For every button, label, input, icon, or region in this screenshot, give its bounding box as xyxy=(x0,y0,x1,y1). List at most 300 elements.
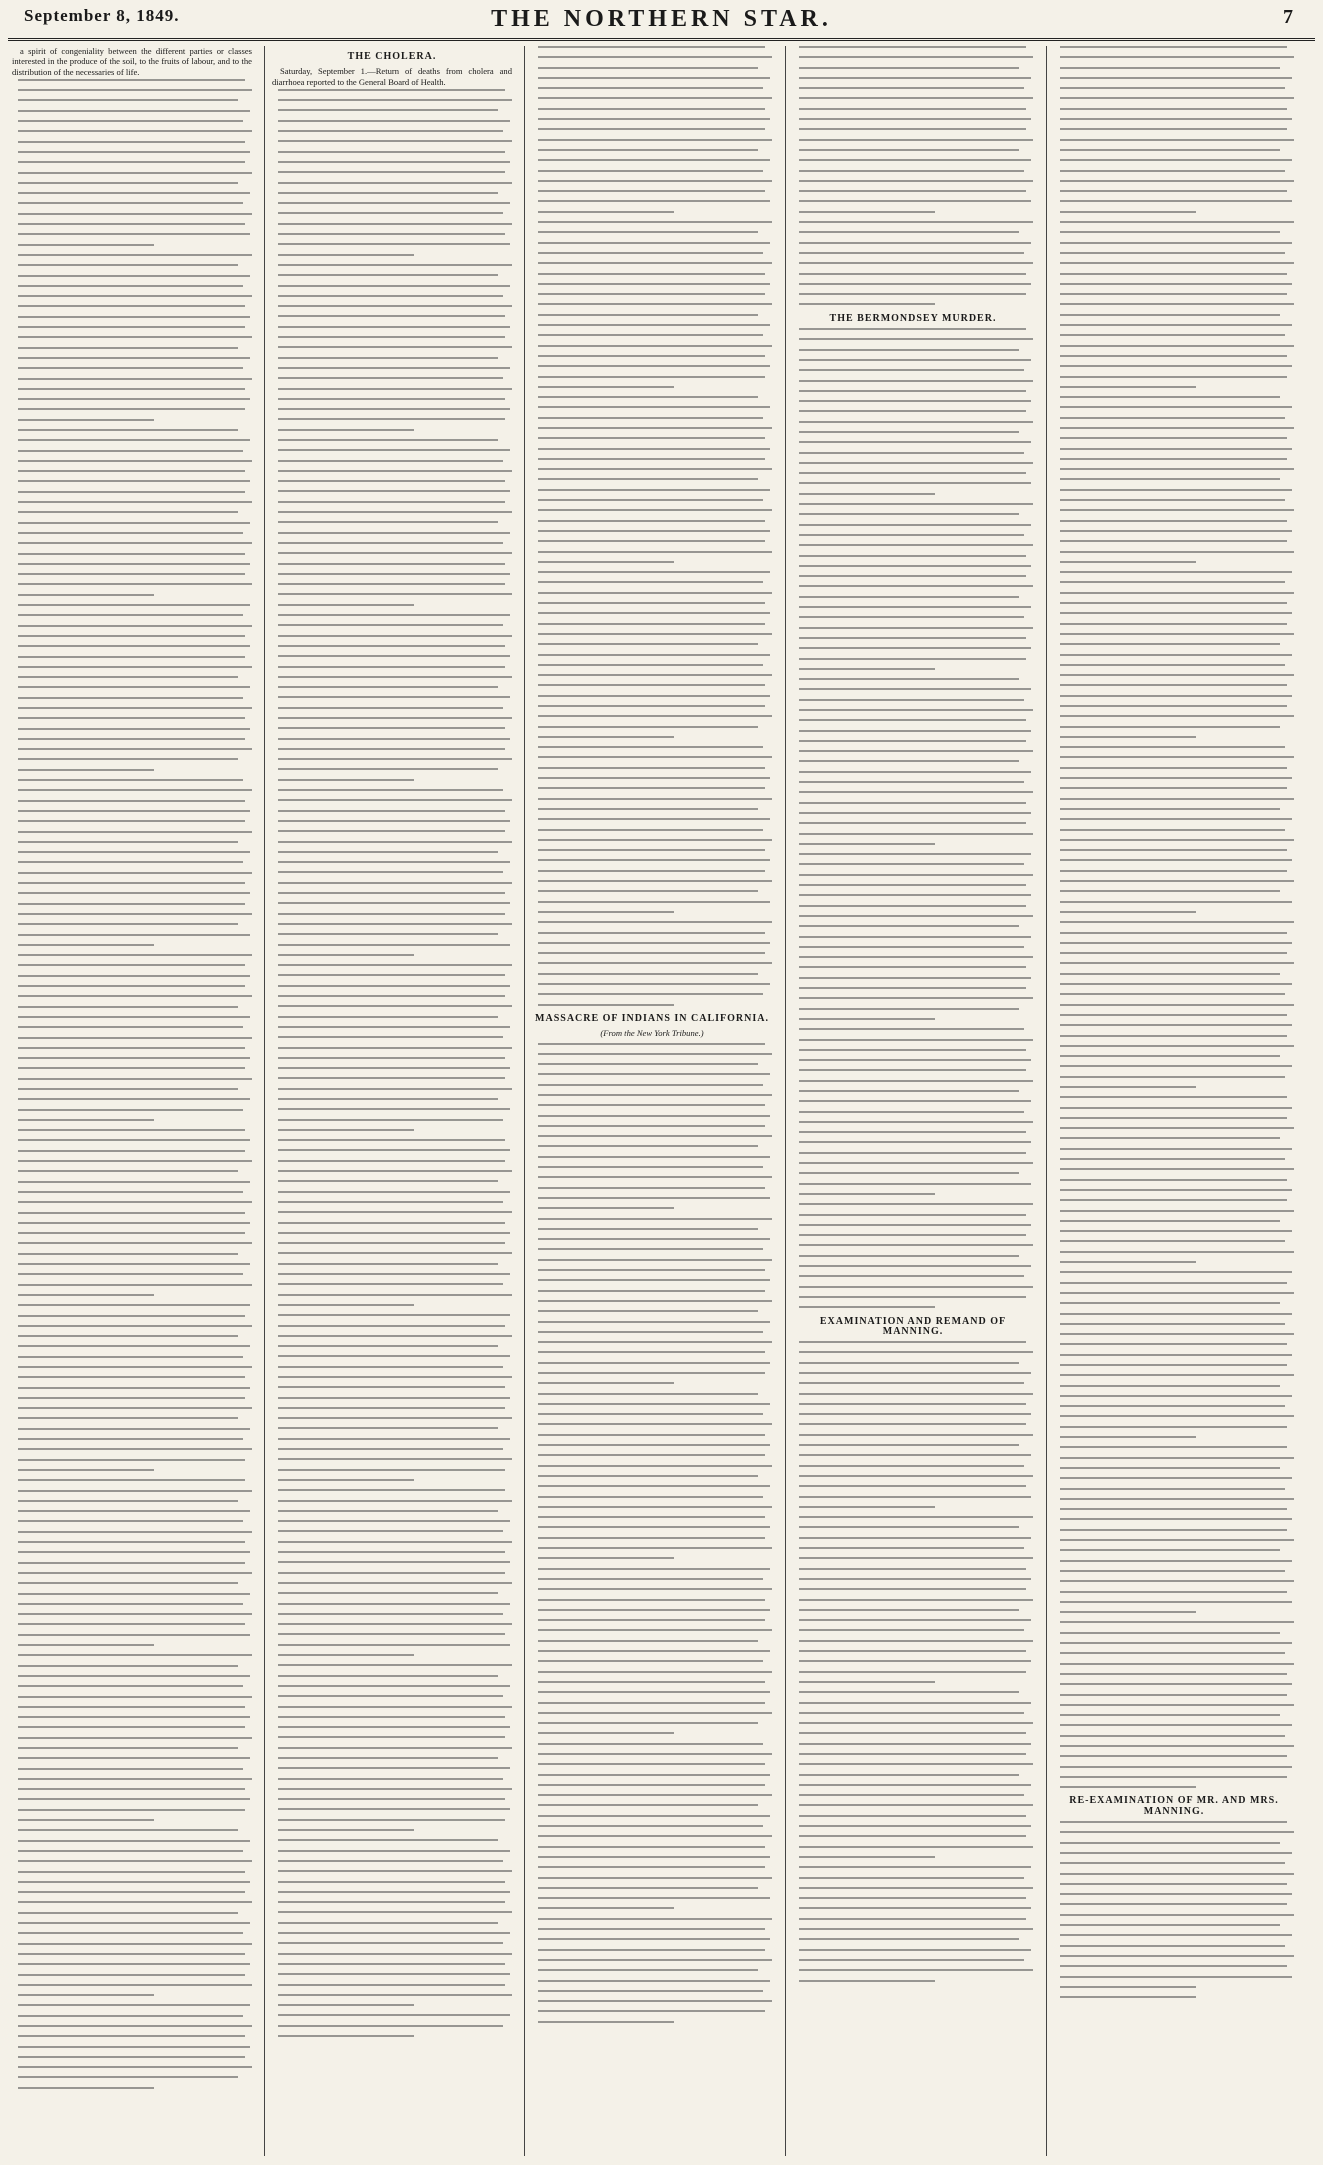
text-line xyxy=(1060,417,1285,419)
text-line xyxy=(18,1520,243,1522)
text-line xyxy=(538,273,765,275)
text-line xyxy=(18,1623,245,1625)
text-line xyxy=(538,97,772,99)
text-line xyxy=(538,1004,674,1006)
text-line xyxy=(278,1304,414,1306)
text-line xyxy=(538,1578,763,1580)
text-line xyxy=(1060,715,1294,717)
text-line xyxy=(799,1183,1031,1185)
text-line xyxy=(18,1098,250,1100)
text-line xyxy=(1060,901,1292,903)
text-line xyxy=(1060,1663,1294,1665)
text-line xyxy=(278,1994,512,1996)
text-line xyxy=(278,1417,512,1419)
text-line xyxy=(278,1386,505,1388)
text-line xyxy=(278,1695,503,1697)
text-line xyxy=(799,544,1033,546)
text-line xyxy=(278,1798,505,1800)
text-line xyxy=(799,977,1031,979)
text-line xyxy=(1060,643,1280,645)
text-line xyxy=(1060,159,1292,161)
text-line xyxy=(1060,1549,1280,1551)
text-line xyxy=(278,1530,503,1532)
text-line xyxy=(1060,1488,1285,1490)
text-line xyxy=(799,863,1024,865)
text-line xyxy=(278,542,503,544)
text-line xyxy=(1060,1220,1280,1222)
text-line xyxy=(1060,1240,1285,1242)
text-line xyxy=(1060,1354,1292,1356)
text-line xyxy=(799,1609,1019,1611)
text-line xyxy=(278,223,512,225)
text-line xyxy=(538,530,770,532)
text-line xyxy=(278,707,503,709)
text-line xyxy=(18,264,238,266)
text-line xyxy=(278,1520,510,1522)
text-line xyxy=(799,1100,1031,1102)
text-line xyxy=(1060,1976,1292,1978)
text-line xyxy=(1060,664,1285,666)
text-line xyxy=(278,285,510,287)
text-line xyxy=(538,962,772,964)
text-line xyxy=(1060,1477,1292,1479)
text-line xyxy=(538,1835,772,1837)
text-line xyxy=(18,1562,245,1564)
text-line xyxy=(18,1006,238,1008)
text-line xyxy=(799,1059,1031,1061)
text-line xyxy=(538,1619,765,1621)
text-line xyxy=(1060,1251,1294,1253)
text-line xyxy=(278,1644,510,1646)
text-line xyxy=(799,67,1019,69)
text-line xyxy=(1060,983,1292,985)
text-line xyxy=(799,128,1026,130)
text-line xyxy=(538,334,763,336)
text-line xyxy=(538,303,772,305)
text-line xyxy=(18,1109,243,1111)
text-line xyxy=(1060,67,1280,69)
text-line xyxy=(1060,674,1294,676)
text-line xyxy=(538,1897,770,1899)
text-line xyxy=(18,1088,238,1090)
text-line xyxy=(538,1907,674,1909)
text-line xyxy=(278,985,510,987)
text-line xyxy=(799,1918,1026,1920)
text-line xyxy=(1060,478,1280,480)
text-line xyxy=(18,378,252,380)
text-line xyxy=(538,726,758,728)
text-line xyxy=(1060,1601,1292,1603)
text-line xyxy=(1060,1024,1292,1026)
newspaper-title: THE NORTHERN STAR. xyxy=(491,6,832,32)
text-line xyxy=(1060,1893,1292,1895)
text-line xyxy=(18,1551,250,1553)
text-line xyxy=(1060,1333,1294,1335)
text-line xyxy=(538,365,770,367)
text-line xyxy=(278,1664,512,1666)
text-line xyxy=(18,1448,252,1450)
text-line xyxy=(18,439,250,441)
text-line xyxy=(278,346,512,348)
text-line xyxy=(538,1918,772,1920)
text-line xyxy=(18,450,243,452)
text-line xyxy=(278,377,503,379)
text-line xyxy=(18,1582,238,1584)
text-line xyxy=(278,1561,510,1563)
text-line xyxy=(18,594,154,596)
text-line xyxy=(18,676,238,678)
text-line xyxy=(799,1660,1031,1662)
text-line xyxy=(1060,87,1285,89)
text-line xyxy=(1060,242,1292,244)
text-line xyxy=(278,1469,505,1471)
text-line xyxy=(278,676,512,678)
text-line xyxy=(1060,499,1285,501)
text-line xyxy=(18,151,250,153)
text-line xyxy=(799,482,1031,484)
text-line xyxy=(278,1963,505,1965)
text-line xyxy=(799,1351,1033,1353)
text-line xyxy=(278,89,505,91)
text-line xyxy=(799,1049,1026,1051)
text-line xyxy=(1060,684,1287,686)
text-line xyxy=(799,1949,1031,1951)
text-line xyxy=(18,1438,243,1440)
text-line xyxy=(799,1774,1019,1776)
text-line xyxy=(538,798,772,800)
text-line xyxy=(1060,262,1294,264)
text-line xyxy=(538,417,763,419)
text-line xyxy=(18,1387,250,1389)
text-line xyxy=(18,2015,243,2017)
text-line xyxy=(18,233,250,235)
text-line xyxy=(278,243,510,245)
text-line xyxy=(1060,1313,1292,1315)
text-line xyxy=(538,1671,772,1673)
text-line xyxy=(538,870,765,872)
text-line xyxy=(278,552,512,554)
text-line xyxy=(1060,180,1294,182)
text-line xyxy=(538,581,763,583)
text-line xyxy=(1060,571,1292,573)
text-line xyxy=(538,1218,772,1220)
column-rule xyxy=(785,46,786,2156)
text-line xyxy=(799,1907,1031,1909)
text-line xyxy=(18,295,252,297)
text-line xyxy=(538,67,758,69)
text-line xyxy=(18,903,245,905)
text-line xyxy=(18,779,243,781)
text-line xyxy=(538,1980,770,1982)
text-line xyxy=(538,478,758,480)
text-line xyxy=(799,1341,1026,1343)
text-line xyxy=(799,493,935,495)
text-line xyxy=(799,966,1026,968)
text-line xyxy=(18,223,245,225)
text-line xyxy=(278,521,498,523)
text-line xyxy=(278,1654,414,1656)
text-line xyxy=(18,851,250,853)
text-line xyxy=(18,1685,243,1687)
text-line xyxy=(278,944,510,946)
text-line xyxy=(18,511,238,513)
text-line xyxy=(1060,1776,1287,1778)
text-line xyxy=(799,1938,1019,1940)
text-line xyxy=(278,1942,503,1944)
text-line xyxy=(18,182,238,184)
text-line xyxy=(799,802,1026,804)
text-line xyxy=(1060,273,1287,275)
text-line xyxy=(538,1629,772,1631)
text-line xyxy=(278,1057,505,1059)
text-line xyxy=(1060,1457,1294,1459)
text-line xyxy=(1060,211,1196,213)
text-line xyxy=(18,1304,250,1306)
text-line xyxy=(799,328,1026,330)
text-line xyxy=(1060,736,1196,738)
text-line xyxy=(1060,448,1292,450)
text-line xyxy=(1060,1323,1285,1325)
text-line xyxy=(799,812,1031,814)
text-line xyxy=(799,1465,1024,1467)
text-line xyxy=(538,1691,770,1693)
text-line xyxy=(278,1860,503,1862)
text-line xyxy=(538,170,763,172)
text-line xyxy=(799,565,1031,567)
text-line xyxy=(18,656,245,658)
text-line xyxy=(799,1028,1024,1030)
article-body xyxy=(793,328,1033,1308)
text-line xyxy=(799,1969,1033,1971)
text-line xyxy=(538,1310,758,1312)
text-line xyxy=(799,1162,1033,1164)
text-line xyxy=(1060,283,1292,285)
article-heading: EXAMINATION AND REMAND OF MANNING. xyxy=(819,1315,1007,1337)
text-line xyxy=(1060,1934,1292,1936)
text-line xyxy=(799,1619,1031,1621)
text-line xyxy=(538,139,772,141)
text-line xyxy=(799,97,1033,99)
text-line xyxy=(538,1959,772,1961)
text-line xyxy=(1060,1842,1280,1844)
text-line xyxy=(18,1191,243,1193)
text-line xyxy=(278,1407,505,1409)
text-line xyxy=(278,418,505,420)
text-line xyxy=(538,1496,763,1498)
text-line xyxy=(278,964,512,966)
text-line xyxy=(18,1675,250,1677)
text-line xyxy=(538,1485,770,1487)
text-line xyxy=(278,1603,510,1605)
text-line xyxy=(799,555,1026,557)
text-line xyxy=(278,768,498,770)
text-line xyxy=(1060,592,1294,594)
text-line xyxy=(799,1141,1031,1143)
text-line xyxy=(799,987,1026,989)
text-line xyxy=(18,1026,243,1028)
text-line xyxy=(538,1125,765,1127)
text-line xyxy=(1060,1529,1287,1531)
text-line xyxy=(1060,1673,1287,1675)
text-line xyxy=(18,645,250,647)
text-line xyxy=(18,254,252,256)
text-line xyxy=(1060,1766,1292,1768)
text-line xyxy=(18,1788,245,1790)
text-line xyxy=(278,666,505,668)
text-line xyxy=(799,740,1026,742)
text-line xyxy=(538,983,770,985)
text-line xyxy=(1060,870,1287,872)
text-line xyxy=(278,140,512,142)
text-line xyxy=(18,934,250,936)
text-line xyxy=(18,1366,252,1368)
text-line xyxy=(18,707,252,709)
text-line xyxy=(1060,355,1287,357)
text-line xyxy=(278,1778,503,1780)
text-line xyxy=(1060,1652,1285,1654)
text-line xyxy=(799,273,1026,275)
text-line xyxy=(278,995,505,997)
text-line xyxy=(18,1479,245,1481)
text-line xyxy=(278,913,505,915)
text-line xyxy=(799,359,1031,361)
text-line xyxy=(1060,1395,1292,1397)
text-line xyxy=(18,89,252,91)
text-line xyxy=(538,746,763,748)
text-line xyxy=(18,1057,250,1059)
text-line xyxy=(538,314,758,316)
text-line xyxy=(1060,1107,1292,1109)
text-line xyxy=(278,295,503,297)
text-line xyxy=(538,1156,770,1158)
text-line xyxy=(799,1722,1033,1724)
text-line xyxy=(18,419,154,421)
text-line xyxy=(799,771,1031,773)
text-line xyxy=(1060,334,1285,336)
text-line xyxy=(799,46,1026,48)
text-line xyxy=(1060,890,1280,892)
text-line xyxy=(1060,1261,1196,1263)
text-line xyxy=(18,861,243,863)
newspaper-page xyxy=(8,0,1315,2165)
text-line xyxy=(799,1640,1033,1642)
text-line xyxy=(278,1263,498,1265)
text-line xyxy=(538,973,758,975)
text-line xyxy=(18,1768,243,1770)
text-line xyxy=(799,884,1026,886)
text-line xyxy=(278,1685,510,1687)
text-line xyxy=(18,2025,252,2027)
text-line xyxy=(1060,1179,1287,1181)
text-line xyxy=(1060,1436,1196,1438)
text-line xyxy=(278,151,505,153)
text-line xyxy=(18,1417,238,1419)
text-line xyxy=(18,1593,250,1595)
text-line xyxy=(18,491,245,493)
text-column-1 xyxy=(12,46,252,2156)
article-body xyxy=(793,1341,1033,1981)
text-line xyxy=(538,1475,758,1477)
text-line xyxy=(799,1804,1033,1806)
text-line xyxy=(18,99,238,101)
text-line xyxy=(18,1201,252,1203)
text-line xyxy=(278,1098,498,1100)
text-line xyxy=(18,1222,250,1224)
text-line xyxy=(799,1547,1024,1549)
text-line xyxy=(1060,427,1294,429)
text-line xyxy=(1060,1210,1294,1212)
text-line xyxy=(278,130,503,132)
text-line xyxy=(18,820,245,822)
text-line xyxy=(18,686,250,688)
text-line xyxy=(538,1681,765,1683)
text-line xyxy=(278,1005,512,1007)
text-line xyxy=(799,843,935,845)
text-line xyxy=(18,1891,245,1893)
text-line xyxy=(799,190,1026,192)
text-line xyxy=(18,717,245,719)
text-line xyxy=(1060,324,1292,326)
text-line xyxy=(278,1438,510,1440)
text-line xyxy=(18,192,250,194)
text-line xyxy=(538,859,770,861)
text-line xyxy=(538,2010,765,2012)
text-line xyxy=(18,1613,252,1615)
text-line xyxy=(799,1681,935,1683)
text-line xyxy=(799,452,1024,454)
text-line xyxy=(278,357,498,359)
text-line xyxy=(18,1665,238,1667)
text-line xyxy=(278,1922,498,1924)
text-line xyxy=(278,1314,510,1316)
text-line xyxy=(18,1263,250,1265)
text-line xyxy=(799,1506,935,1508)
text-line xyxy=(1060,1415,1294,1417)
text-line xyxy=(538,509,772,511)
text-line xyxy=(18,326,245,328)
text-line xyxy=(18,1150,245,1152)
text-line xyxy=(278,1973,510,1975)
text-line xyxy=(278,593,512,595)
text-line xyxy=(799,534,1024,536)
text-line xyxy=(278,1932,510,1934)
text-line xyxy=(1060,1004,1294,1006)
text-line xyxy=(1060,1735,1285,1737)
text-line xyxy=(538,561,674,563)
text-line xyxy=(278,1325,505,1327)
text-line xyxy=(799,349,1019,351)
text-line xyxy=(538,756,772,758)
text-line xyxy=(1060,97,1294,99)
text-line xyxy=(1060,1045,1294,1047)
text-line xyxy=(1060,1755,1287,1757)
text-line xyxy=(18,1654,252,1656)
text-line xyxy=(278,1489,505,1491)
text-line xyxy=(538,1382,674,1384)
text-line xyxy=(799,1959,1024,1961)
text-line xyxy=(1060,1148,1292,1150)
text-line xyxy=(799,915,1033,917)
text-line xyxy=(278,1479,414,1481)
text-line xyxy=(1060,1096,1287,1098)
text-line xyxy=(18,1067,245,1069)
text-line xyxy=(1060,1014,1287,1016)
text-line xyxy=(18,1840,250,1842)
text-line xyxy=(1060,118,1292,120)
text-line xyxy=(538,664,763,666)
text-line xyxy=(18,1881,250,1883)
text-line xyxy=(18,1572,252,1574)
